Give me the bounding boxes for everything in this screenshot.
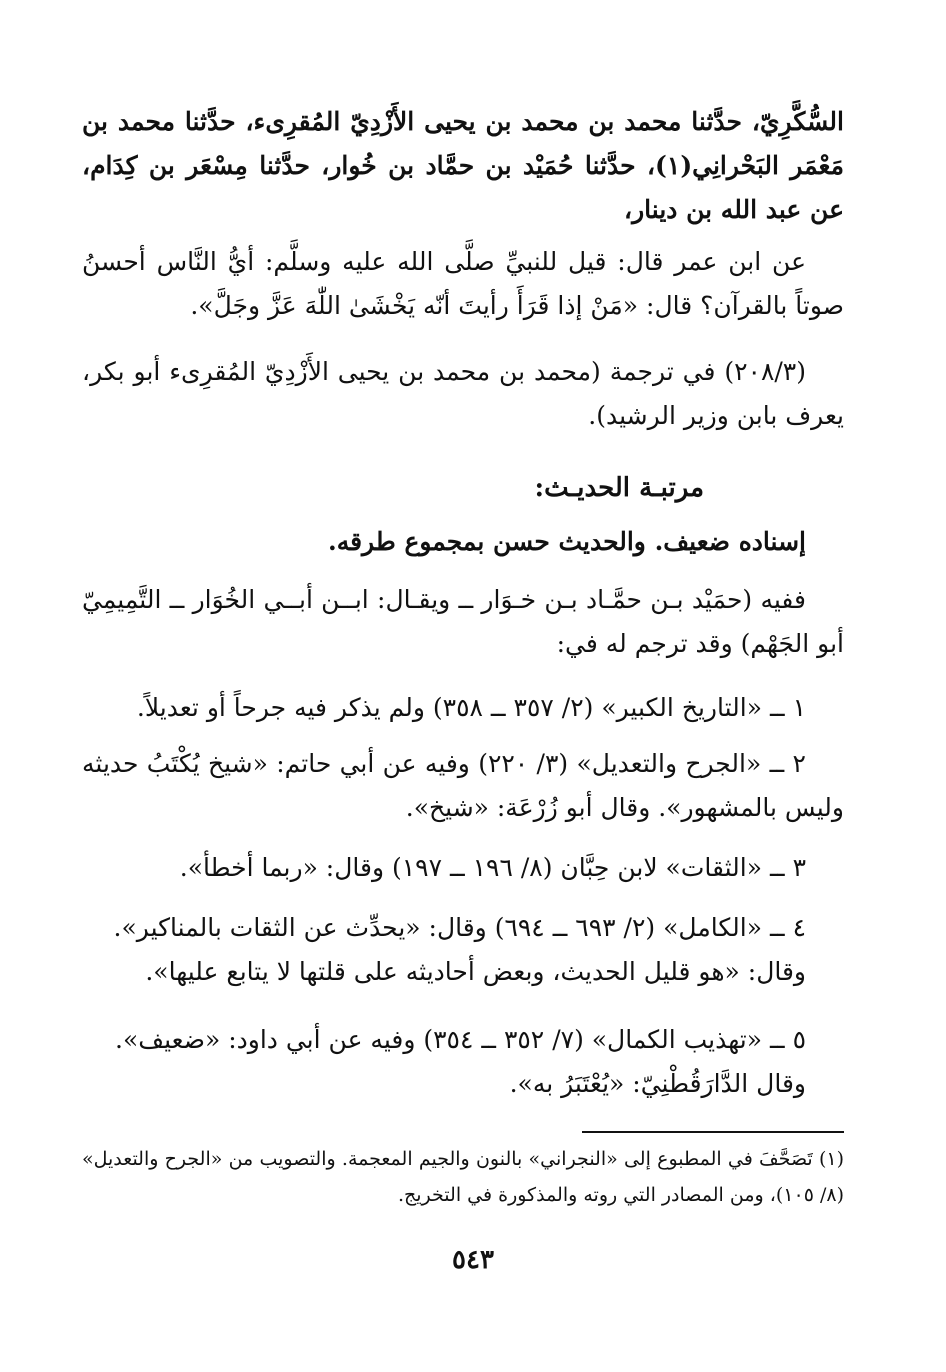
- list-item: [82, 906, 844, 994]
- section-heading: [82, 466, 844, 510]
- list-item-text: ٤ ــ «الكامل» (٢/ ٦٩٣ ــ ٦٩٤) وقال: «يحدِّث عن الثقات بالمناكير».: [113, 913, 806, 942]
- reference-paragraph: [82, 350, 844, 438]
- footnote: [82, 1141, 844, 1213]
- list-item-text: ١ ــ «التاريخ الكبير» (٢/ ٣٥٧ ــ ٣٥٨) ولم يذكر فيه جرحاً أو تعديلاً.: [136, 693, 806, 722]
- list-item: [82, 1018, 844, 1106]
- list-item-text: ٥ ــ «تهذيب الكمال» (٧/ ٣٥٢ ــ ٣٥٤) وفيه عن أبي داود: «ضعيف».: [115, 1025, 806, 1054]
- grading-text: إسناده ضعيف. والحديث حسن بمجموع طرقه.: [328, 527, 806, 556]
- footnote-text: (١) تَصَحَّفَ في المطبوع إلى «النجراني» بالنون والجيم المعجمة. والتصويب من «الجرح والتعديل» (٨/ ١٠٥)، ومن المصادر التي روته والمذكورة في التخريج.: [82, 1148, 844, 1206]
- list-item: [82, 846, 844, 890]
- reference-text: (٢٠٨/٣) في ترجمة (محمد بن محمد بن يحيى الأَزْدِيّ المُقرِىء أبو بكر، يعرف بابن وزير الرشيد).: [82, 357, 844, 430]
- isnad-text: السُّكَّرِيّ، حدَّثنا محمد بن محمد بن يحيى الأَزْدِيّ المُقرِىء، حدَّثنا محمد بن مَعْمَر البَحْرانِي(١)، حدَّثنا حُمَيْد بن حمَّاد بن خُوار، حدَّثنا مِسْعَر بن كِدَام، عن عبد الله بن دينار،: [82, 107, 845, 224]
- list-item-text: ٣ ــ «الثقات» لابن حِبَّان (٨/ ١٩٦ ــ ١٩٧) وقال: «ربما أخطأ».: [179, 853, 806, 882]
- list-item: [82, 742, 844, 830]
- hadith-text: عن ابن عمر قال: قيل للنبيِّ صلَّى الله عليه وسلَّم: أيُّ النَّاس أحسنُ صوتاً بالقرآن؟ قال: «مَنْ إذا قَرَأَ رأيتَ أنّه يَخْشَىٰ اللّٰهَ عَزَّ وجَلَّ».: [82, 247, 844, 320]
- narrator-paragraph: [82, 578, 844, 666]
- grading-paragraph: [82, 520, 844, 564]
- list-item-continuation: وقال: «هو قليل الحديث، وبعض أحاديثه على قلتها لا يتابع عليها».: [145, 957, 806, 986]
- footnote-divider: [582, 1131, 844, 1133]
- isnad-paragraph: [82, 100, 844, 232]
- heading-text: مرتبـة الحديـث:: [534, 473, 704, 503]
- list-item-text: ٢ ــ «الجرح والتعديل» (٣/ ٢٢٠) وفيه عن أبي حاتم: «شيخ يُكْتَبُ حديثه وليس بالمشهور». وقال أبو زُرْعَة: «شيخ».: [82, 749, 844, 822]
- page-number: ٥٤٣: [452, 1245, 494, 1275]
- hadith-paragraph: [82, 240, 844, 328]
- list-item-continuation: وقال الدَّارَقُطْنِيّ: «يُعْتَبَرُ به».: [509, 1069, 806, 1098]
- list-item: [82, 686, 844, 730]
- narrator-text: ففيه (حمَيْد بـن حمَّـاد بـن خـوَار ــ ويقـال: ابــن أبــي الخُوَار ــ التَّمِيمِيّ أبو الجَهْم) وقد ترجم له في:: [82, 585, 844, 658]
